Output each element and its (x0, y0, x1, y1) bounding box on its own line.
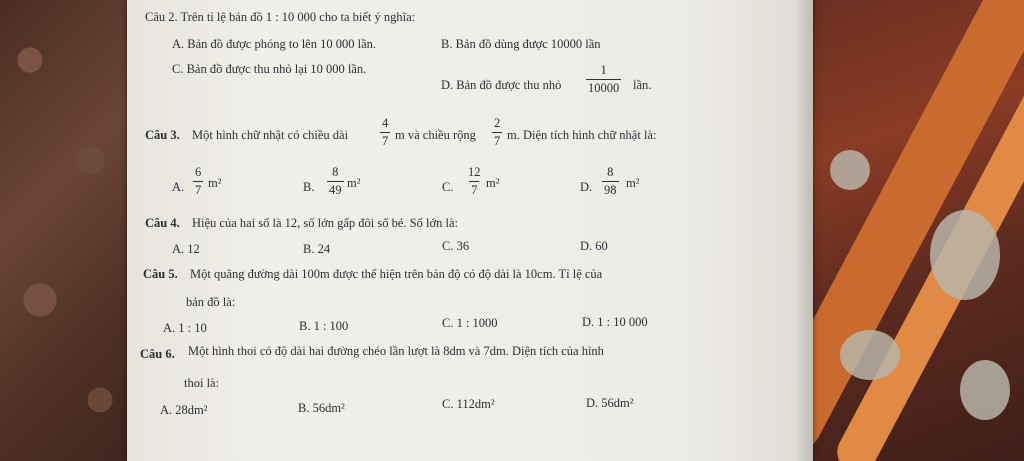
q6-stem: Một hình thoi có độ dài hai đường chéo lần lượt là 8dm và 7dm. Diện tích của hình (188, 344, 604, 358)
q3-option-c-letter: C. (442, 180, 454, 194)
q3-width-fraction: $\frac{2}{7}$ (494, 116, 501, 148)
q2-option-d-suffix: lần. (633, 78, 652, 92)
background-fabric-right (810, 0, 1024, 461)
q3-text1: Một hình chữ nhật có chiều dài (192, 128, 349, 142)
q3-option-a-letter: A. (172, 180, 185, 194)
q4-stem: Hiệu của hai số là 12, số lớn gấp đôi số bé. Số lớn là: (192, 216, 458, 230)
q2-option-c: C. Bản đồ được thu nhỏ lại 10 000 lần. (172, 62, 367, 76)
q6-label: Câu 6. (140, 347, 175, 361)
q6-stem-continued: thoi là: (184, 376, 220, 390)
q3-option-a-unit: m² (208, 176, 222, 190)
q4-option-b: B. 24 (303, 242, 331, 256)
q3-option-b-fraction: $\frac{8}{49}$ (329, 165, 342, 197)
q3-option-c-fraction: $\frac{12}{7}$ (468, 165, 481, 197)
q2-stem: Câu 2. Trên tỉ lệ bản đồ 1 : 10 000 cho ta biết ý nghĩa: (145, 10, 416, 24)
q2-option-d-prefix: D. Bản đồ được thu nhỏ (441, 78, 562, 92)
q3-text3: m. Diện tích hình chữ nhật là: (507, 128, 657, 142)
q6-option-c: C. 112dm² (442, 397, 495, 411)
q3-option-b-unit: m² (347, 176, 361, 190)
q2-option-b: B. Bản đồ dùng được 10000 lần (441, 37, 601, 51)
q4-option-a: A. 12 (172, 242, 200, 256)
q4-option-c: C. 36 (442, 239, 470, 253)
q6-option-a: A. 28dm² (160, 403, 208, 417)
q5-option-d: D. 1 : 10 000 (582, 315, 648, 329)
q3-option-d-unit: m² (626, 176, 640, 190)
q5-stem: Một quãng đường dài 100m được thể hiện trên bản độ có độ dài là 10cm. Tỉ lệ của (190, 267, 603, 281)
q2-option-d-fraction: $\frac{1}{10000}$ (588, 63, 620, 95)
q3-label: Câu 3. (145, 128, 180, 142)
q3-option-c-unit: m² (486, 176, 500, 190)
q3-option-d-letter: D. (580, 180, 593, 194)
q6-option-d: D. 56dm² (586, 396, 634, 410)
q4-option-d: D. 60 (580, 239, 608, 253)
q3-length-fraction: $\frac{4}{7}$ (382, 116, 389, 148)
q4-label: Câu 4. (145, 216, 180, 230)
q3-option-b-letter: B. (303, 180, 315, 194)
q3-option-a-fraction: $\frac{6}{7}$ (195, 165, 202, 197)
paper-edge (797, 0, 813, 461)
q3-text2: m và chiều rộng (395, 128, 476, 142)
q5-stem-continued: bản đồ là: (186, 295, 236, 309)
q2-option-a: A. Bản đồ được phóng to lên 10 000 lần. (172, 37, 376, 51)
q6-option-b: B. 56dm² (298, 401, 345, 415)
background-fabric-left (0, 0, 135, 461)
q5-option-c: C. 1 : 1000 (442, 316, 498, 330)
q5-option-a: A. 1 : 10 (163, 321, 207, 335)
q5-label: Câu 5. (143, 267, 178, 281)
q5-option-b: B. 1 : 100 (299, 319, 349, 333)
q3-option-d-fraction: $\frac{8}{98}$ (604, 165, 617, 197)
